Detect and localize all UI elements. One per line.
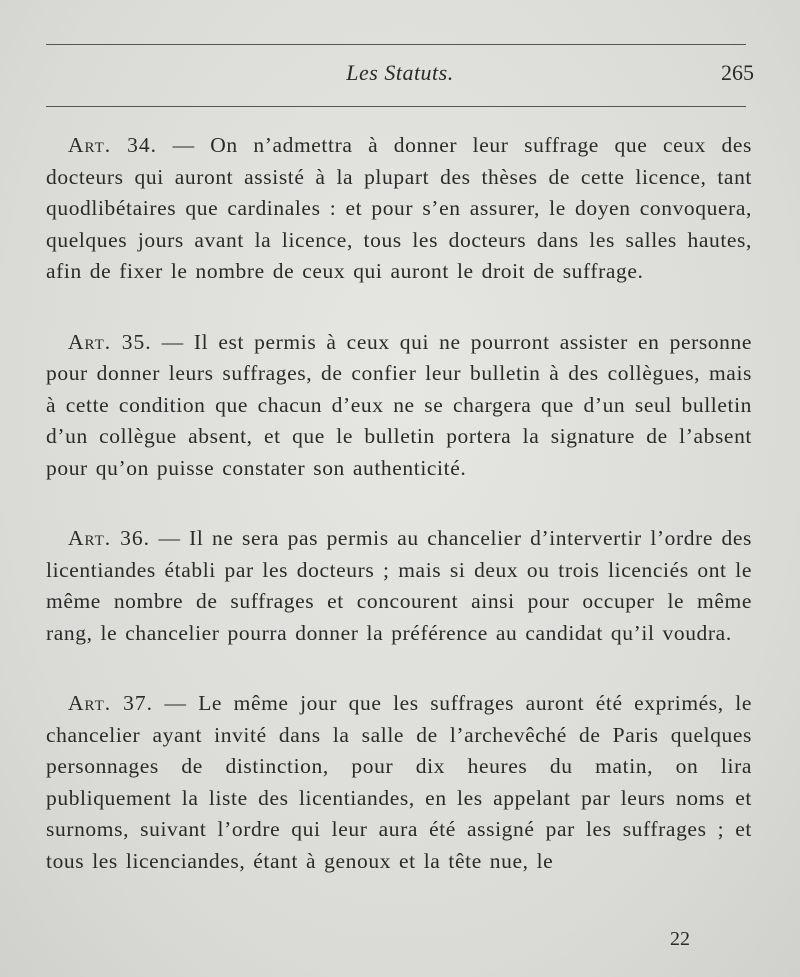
article-36: [46, 523, 752, 649]
article-label: Art. 37.: [68, 691, 153, 715]
article-label: Art. 34.: [68, 133, 158, 157]
article-text: — On n’admettra à donner leur suffrage que ceux des docteurs qui auront assisté à la plupart des thèses de cette licence, tant quodlibétaires que cardinales : et pour s’en assurer, le doyen convoquera, quelques jours avant la licence, tous les docteurs dans les salles hautes, afin de fixer le nombre de ceux qui auront le droit de suffrage.: [46, 133, 752, 283]
page-body: [46, 130, 752, 916]
article-label: Art. 36.: [68, 526, 150, 550]
article-label: Art. 35.: [68, 329, 152, 354]
signature-mark: 22: [670, 928, 690, 950]
header-rule-top: [46, 44, 746, 45]
article-text: — Il ne sera pas permis au chancelier d’intervertir l’ordre des licentiandes établi par les docteurs ; mais si deux ou trois licenciés ont le même nombre de suffrages et concourent ainsi pour occuper le même rang, le chancelier pourra donner la préférence au candidat qu’il voudra.: [46, 526, 753, 645]
article-34: [46, 130, 752, 288]
article-text: — Il est permis à ceux qui ne pourront assister en personne pour donner leurs suffrages, de confier leur bulletin à des collègues, mais à cette condition que chacun d’eux ne se chargera que d’un seul bulletin d’un collègue absent, et que le bulletin portera la signature de l’absent pour qu’on puisse constater son authenticité.: [46, 329, 753, 480]
article-35: [46, 327, 752, 485]
article-37: [46, 688, 752, 877]
running-title: Les Statuts.: [346, 60, 454, 85]
page-number: 265: [721, 60, 754, 85]
header-rule-bottom: [46, 106, 746, 107]
article-text: — Le même jour que les suffrages auront été exprimés, le chancelier ayant invité dans la salle de l’archevêché de Paris quelques personnages de distinction, pour dix heures du matin, on lira publiquement la liste des licentiandes, en les appelant par leurs noms et surnoms, suivant l’ordre qui leur aura été assigné par les suffrages ; et tous les licenciandes, étant à genoux et la tête nue, le: [46, 691, 753, 873]
